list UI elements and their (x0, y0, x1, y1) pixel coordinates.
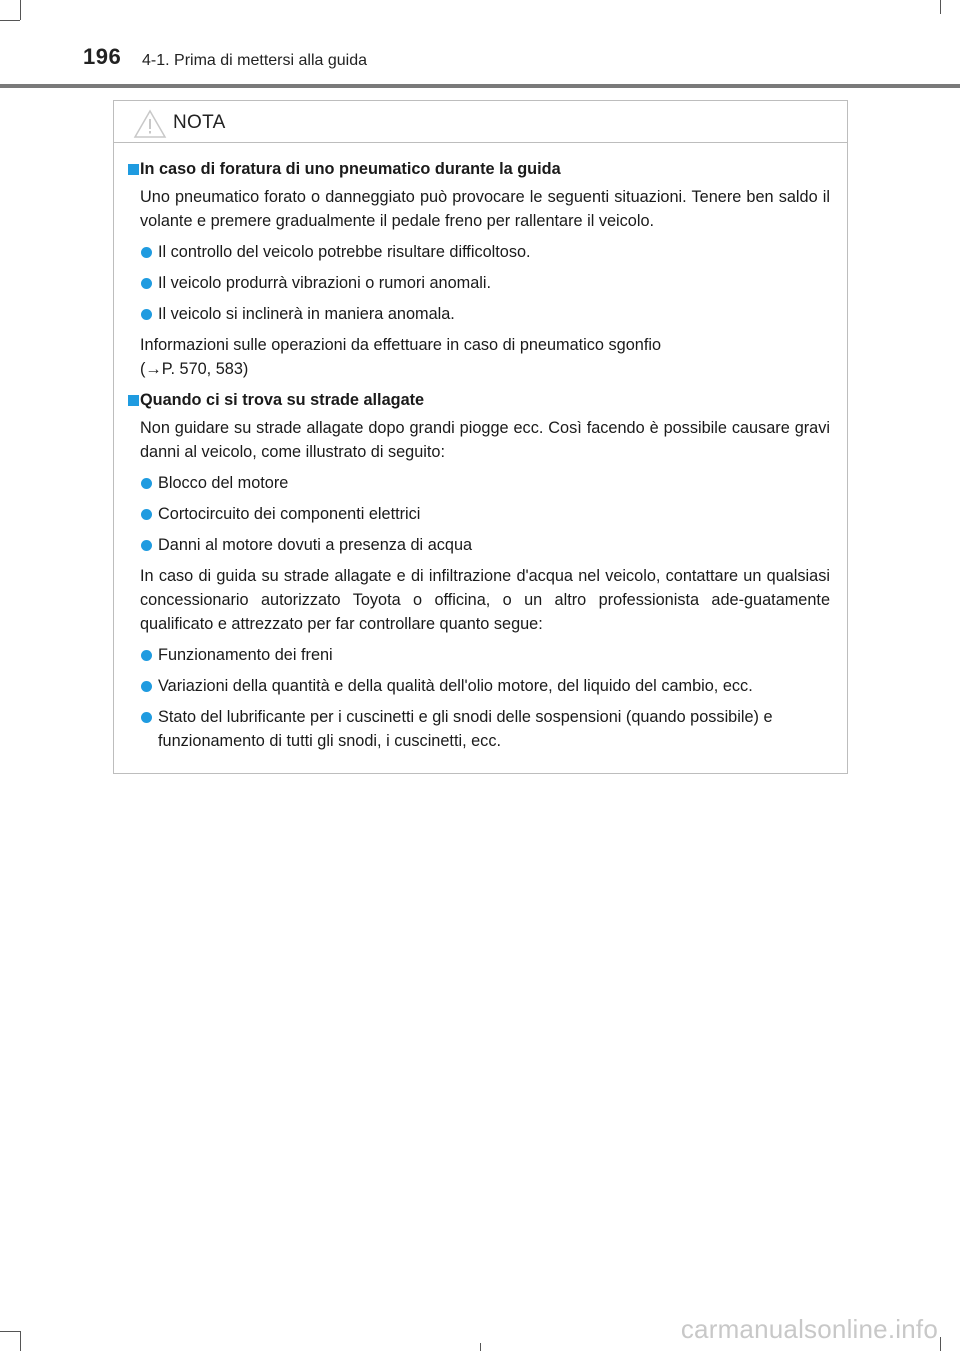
list-item (114, 271, 841, 295)
list-item (114, 502, 841, 526)
crop-mark (940, 1337, 941, 1351)
section-heading (114, 388, 849, 412)
note-box (113, 100, 848, 774)
blue-dot-icon (141, 712, 152, 723)
paragraph: In caso di guida su strade allagate e di infiltrazione d'acqua nel veicolo, contattare un qualsiasi concessionario autorizzato Toyota o officina, o un altro professionista ade-guatamente qualificato e attrezzato per far controllare quanto segue: (140, 567, 830, 633)
crop-mark (480, 1343, 481, 1351)
crop-mark (0, 1331, 20, 1332)
header-rule (0, 84, 960, 88)
list-item-text: Il controllo del veicolo potrebbe risultare difficoltoso. (158, 243, 531, 261)
list-item (114, 674, 841, 698)
section-heading-text: Quando ci si trova su strade allagate (140, 391, 425, 409)
list-item-text: Il veicolo produrrà vibrazioni o rumori anomali. (158, 274, 492, 292)
list-item-text: Funzionamento dei freni (158, 646, 333, 664)
blue-square-icon (128, 164, 139, 175)
section-flat-tire (114, 157, 849, 381)
blue-dot-icon (141, 540, 152, 551)
list-item-text: Il veicolo si inclinerà in maniera anomala. (158, 305, 455, 323)
list-item-text: Cortocircuito dei componenti elettrici (158, 505, 421, 523)
section-heading (114, 157, 849, 181)
blue-square-icon (128, 395, 139, 406)
blue-dot-icon (141, 278, 152, 289)
list-item (114, 471, 841, 495)
blue-dot-icon (141, 650, 152, 661)
section-heading-text: In caso di foratura di uno pneumatico durante la guida (140, 160, 561, 178)
list-item-text: Variazioni della quantità e della qualità dell'olio motore, del liquido del cambio, ecc. (158, 677, 753, 695)
section-flooded-roads (114, 388, 849, 753)
warning-triangle-icon (133, 109, 167, 139)
crop-mark (20, 1331, 21, 1351)
list-item-text: Blocco del motore (158, 474, 289, 492)
list-item (114, 240, 841, 264)
list-item (114, 533, 841, 557)
list-item (114, 643, 841, 667)
blue-dot-icon (141, 509, 152, 520)
paragraph: Informazioni sulle operazioni da effettuare in caso di pneumatico sgonfio (140, 336, 662, 354)
list-item-text: Stato del lubrificante per i cuscinetti e gli snodi delle sospensioni (quando possibile) e funzionamento di tutti gli snodi, i cuscinetti, ecc. (158, 708, 773, 750)
paragraph: Non guidare su strade allagate dopo grandi piogge ecc. Così facendo è possibile causare gravi danni al veicolo, come illustrato di seguito: (140, 419, 830, 461)
watermark: carmanualsonline.info (680, 1314, 938, 1344)
page-reference: (→P. 570, 583) (140, 360, 249, 378)
section-title: 4-1. Prima di mettersi alla guida (142, 52, 367, 69)
note-header (114, 101, 847, 143)
blue-dot-icon (141, 478, 152, 489)
list-item-text: Danni al motore dovuti a presenza di acqua (158, 536, 473, 554)
page-number: 196 (83, 44, 122, 69)
list-item (114, 302, 841, 326)
blue-dot-icon (141, 309, 152, 320)
note-label: NOTA (173, 112, 226, 133)
note-body (114, 157, 849, 760)
page-header (0, 0, 960, 90)
list-item (114, 705, 841, 753)
paragraph: Uno pneumatico forato o danneggiato può provocare le seguenti situazioni. Tenere ben saldo il volante e premere gradualmente il pedale freno per rallentare il veicolo. (140, 188, 830, 230)
blue-dot-icon (141, 247, 152, 258)
blue-dot-icon (141, 681, 152, 692)
